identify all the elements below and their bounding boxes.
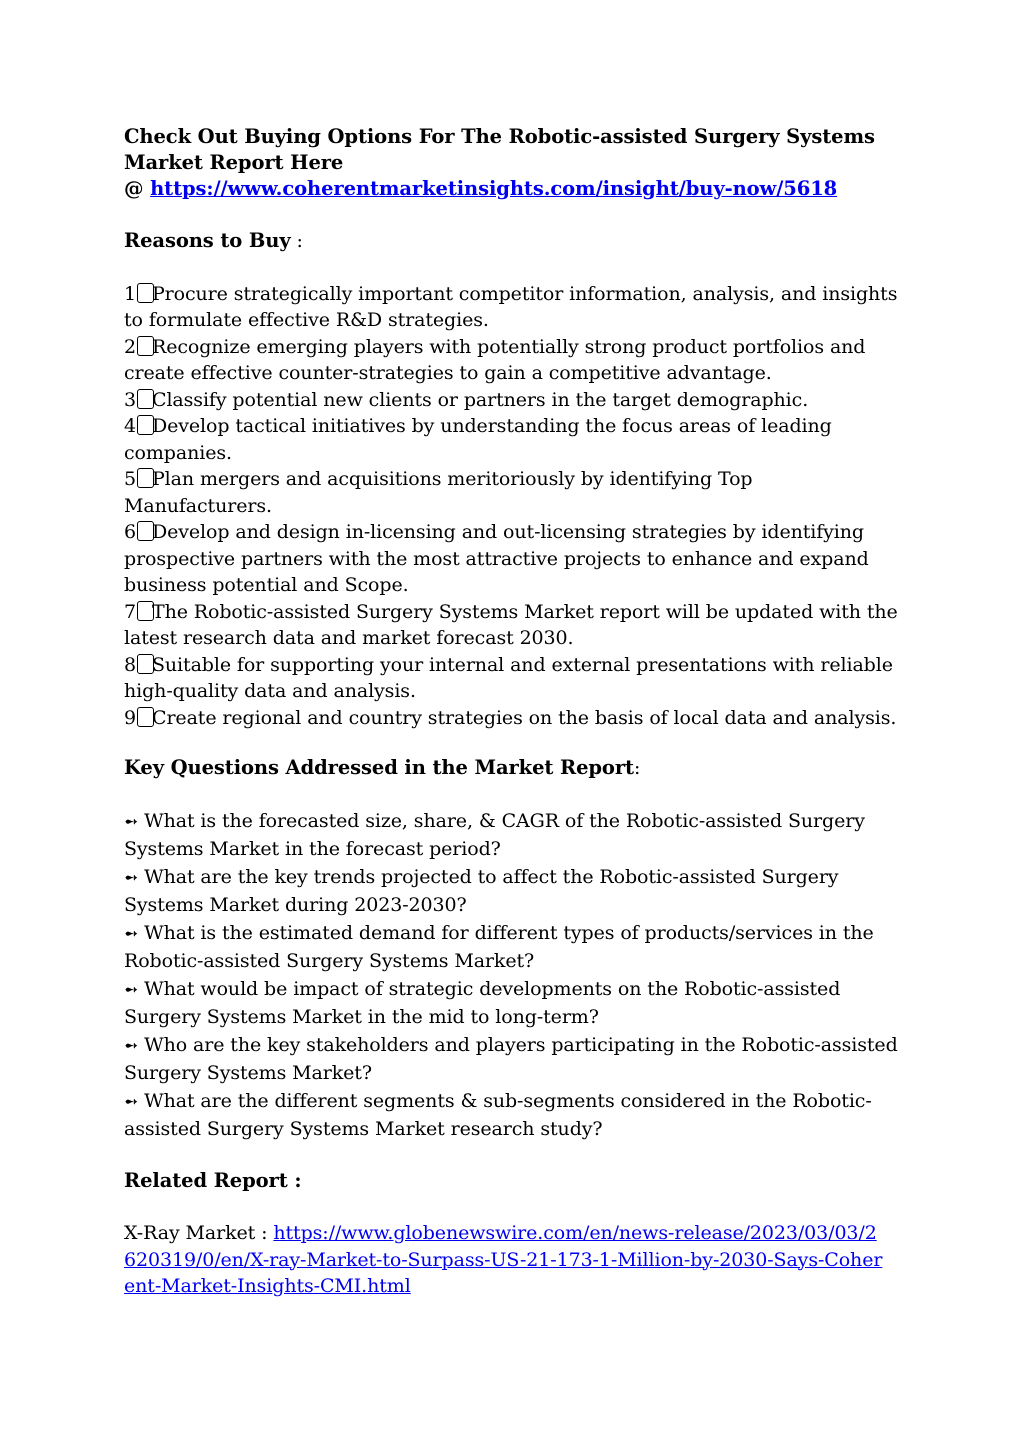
question-text: What are the key trends projected to affect the Robotic-assisted Surgery Systems Market during 2023-2030? bbox=[124, 865, 839, 916]
reason-text: Suitable for supporting your internal and external presentations with reliable high-quality data and analysis. bbox=[124, 653, 893, 702]
question-item bbox=[124, 1032, 904, 1088]
question-text: What is the forecasted size, share, & CAGR of the Robotic-assisted Surgery Systems Market in the forecast period? bbox=[124, 809, 865, 860]
reason-number: 1 bbox=[124, 282, 136, 305]
reason-text: Recognize emerging players with potentially strong product portfolios and create effective counter-strategies to gain a competitive advantage. bbox=[124, 335, 866, 384]
reason-item bbox=[124, 413, 904, 466]
reason-number: 7 bbox=[124, 600, 136, 623]
reasons-heading bbox=[124, 228, 904, 255]
document-page bbox=[124, 124, 904, 1300]
reason-text: Develop tactical initiatives by understanding the focus areas of leading companies. bbox=[124, 415, 832, 464]
question-item bbox=[124, 976, 904, 1032]
reason-number: 8 bbox=[124, 653, 136, 676]
reason-text: Classify potential new clients or partners in the target demographic. bbox=[152, 388, 809, 411]
reason-number: 4 bbox=[124, 415, 136, 437]
questions-heading bbox=[124, 755, 904, 782]
question-item bbox=[124, 864, 904, 920]
reason-text: Procure strategically important competitor information, analysis, and insights to formulate effective R&D strategies. bbox=[124, 282, 898, 331]
reason-item bbox=[124, 334, 904, 387]
arrow-icon: ➻ bbox=[124, 867, 139, 888]
reason-number: 6 bbox=[124, 521, 136, 543]
questions-heading-suffix: : bbox=[633, 757, 641, 779]
arrow-icon: ➻ bbox=[124, 923, 139, 944]
buy-link-line bbox=[124, 176, 904, 202]
question-text: What are the different segments & sub-segments considered in the Robotic-assisted Surgery Systems Market research study? bbox=[124, 1089, 872, 1140]
reason-text: The Robotic-assisted Surgery Systems Market report will be updated with the latest research data and market forecast 2030. bbox=[124, 600, 898, 649]
reason-number: 3 bbox=[124, 388, 136, 411]
reason-item bbox=[124, 387, 904, 414]
arrow-icon: ➻ bbox=[124, 979, 139, 1000]
arrow-icon: ➻ bbox=[124, 1091, 139, 1112]
related-label: X-Ray Market : bbox=[124, 1222, 274, 1244]
reason-number: 9 bbox=[124, 706, 136, 729]
reason-text: Create regional and country strategies on the basis of local data and analysis. bbox=[152, 706, 897, 729]
arrow-icon: ➻ bbox=[124, 1035, 139, 1056]
related-heading: Related Report : bbox=[124, 1168, 302, 1192]
reason-text: Develop and design in-licensing and out-licensing strategies by identifying prospective partners with the most attractive projects to enhance and expand business potential and Scope. bbox=[124, 521, 869, 596]
reason-item bbox=[124, 466, 904, 519]
reason-item bbox=[124, 519, 904, 599]
buy-now-link[interactable]: https://www.coherentmarketinsights.com/insight/buy-now/5618 bbox=[150, 177, 838, 200]
at-symbol: @ bbox=[124, 177, 151, 200]
question-item bbox=[124, 808, 904, 864]
buy-title-line1: Check Out Buying Options For The Robotic-assisted Surgery Systems bbox=[124, 125, 875, 148]
reason-item bbox=[124, 652, 904, 705]
question-text: What is the estimated demand for different types of products/services in the Robotic-assisted Surgery Systems Market? bbox=[124, 921, 874, 972]
related-report bbox=[124, 1220, 884, 1300]
buy-title bbox=[124, 124, 904, 202]
reason-text: Plan mergers and acquisitions meritoriously by identifying Top Manufacturers. bbox=[124, 468, 753, 517]
reason-item bbox=[124, 281, 904, 334]
arrow-icon: ➻ bbox=[124, 811, 139, 832]
related-report-link[interactable]: https://www.globenewswire.com/en/news-release/2023/03/03/2620319/0/en/X-ray-Market-to-Surpass-US-21-173-1-Million-by-2030-Says-Coherent-Market-Insights-CMI.html bbox=[124, 1222, 883, 1297]
reason-number: 5 bbox=[124, 468, 136, 490]
reason-item bbox=[124, 599, 904, 652]
questions-list bbox=[124, 808, 904, 1144]
reasons-heading-suffix: : bbox=[290, 230, 303, 252]
question-text: What would be impact of strategic developments on the Robotic-assisted Surgery Systems Market in the mid to long-term? bbox=[124, 977, 841, 1028]
question-text: Who are the key stakeholders and players participating in the Robotic-assisted Surgery Systems Market? bbox=[124, 1033, 898, 1084]
reason-item bbox=[124, 705, 904, 732]
reasons-heading-text: Reasons to Buy bbox=[124, 229, 291, 252]
buy-title-line2: Market Report Here bbox=[124, 151, 344, 174]
question-item bbox=[124, 1088, 904, 1144]
reason-number: 2 bbox=[124, 335, 136, 358]
question-item bbox=[124, 920, 904, 976]
questions-heading-text: Key Questions Addressed in the Market Report bbox=[124, 756, 634, 779]
reasons-list bbox=[124, 281, 904, 732]
